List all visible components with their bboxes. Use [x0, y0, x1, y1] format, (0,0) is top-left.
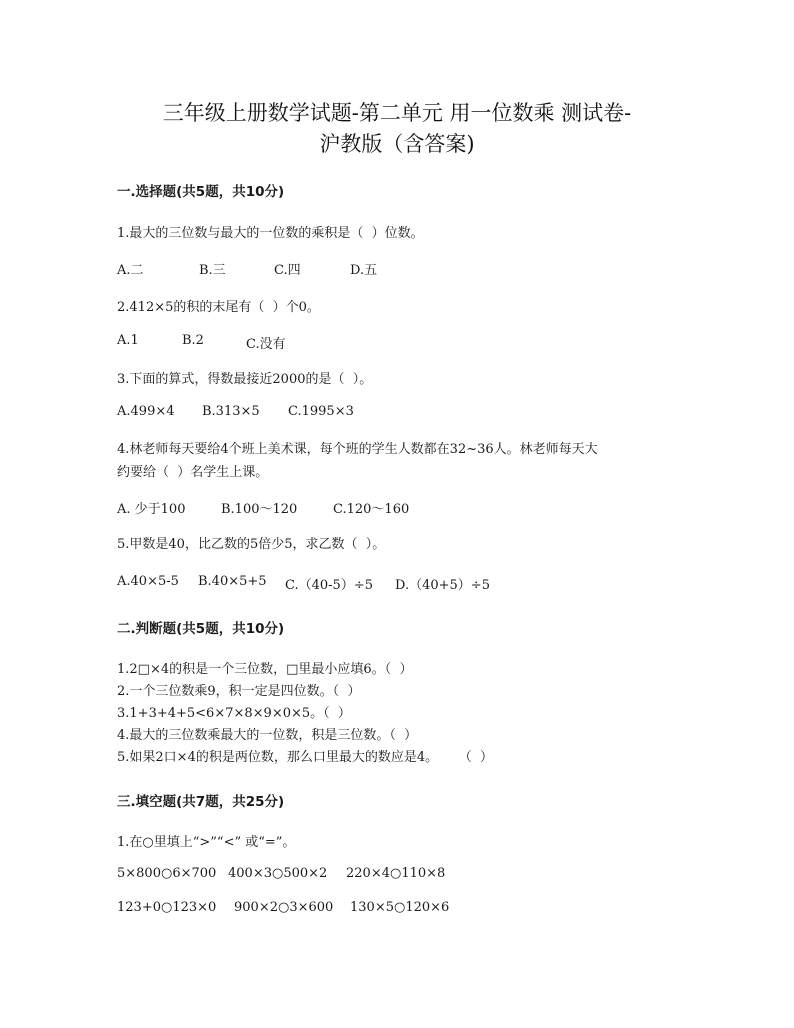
section3-header: 三.填空题(共7题，共25分)	[117, 794, 285, 810]
q1-options	[117, 259, 377, 278]
compare-item: 5×800○6×700	[117, 866, 217, 881]
compare-item: 130×5○120×6	[350, 900, 450, 915]
q2-option-a: A.1	[117, 333, 139, 348]
q2-stem: 2.412×5的积的末尾有（ ）个0。	[117, 300, 320, 315]
judge-item-3: 3.1+3+4+5<6×7×8×9×0×5。（ ）	[117, 706, 351, 721]
judge-item-1: 1.2□×4的积是一个三位数，□里最小应填6。（ ）	[117, 662, 413, 677]
q3-option-c: C.1995×3	[288, 404, 354, 419]
q5-option-c: C.（40-5）÷5	[285, 578, 373, 593]
page-title-line2: 沪教版（含答案)	[319, 132, 475, 156]
q4-option-a: A. 少于100	[117, 502, 186, 517]
q3-option-b: B.313×5	[202, 404, 260, 419]
fill-row-1	[117, 866, 445, 881]
q1-option-a: A.二	[117, 263, 144, 278]
compare-item: 123+0○123×0	[117, 900, 217, 915]
q3-stem: 3.下面的算式，得数最接近2000的是（ ）。	[117, 372, 373, 387]
q5-options	[117, 574, 490, 593]
q5-option-b: B.40×5+5	[198, 574, 267, 589]
q4-stem-line2: 约要给（ ）名学生上课。	[117, 465, 269, 480]
q2-options	[117, 333, 286, 352]
judge-item-5: 5.如果2口×4的积是两位数，那么口里最大的数应是4。 （ ）	[117, 750, 494, 765]
q4-stem-line1: 4.林老师每天要给4个班上美术课，每个班的学生人数都在32~36人。林老师每天大	[117, 442, 598, 457]
q5-option-a: A.40×5-5	[117, 574, 179, 589]
q2-option-c: C.没有	[246, 337, 286, 352]
q5-stem: 5.甲数是40，比乙数的5倍少5，求乙数（ ）。	[117, 537, 386, 552]
section1-header: 一.选择题(共5题，共10分)	[117, 184, 285, 200]
q1-option-b: B.三	[199, 263, 226, 278]
q1-stem: 1.最大的三位数与最大的一位数的乘积是（ ）位数。	[117, 226, 424, 241]
compare-item: 220×4○110×8	[346, 866, 446, 881]
q1-option-d: D.五	[350, 263, 378, 278]
q3-options	[117, 404, 354, 419]
page-title-line1: 三年级上册数学试题-第二单元 用一位数乘 测试卷-	[162, 101, 632, 125]
q5-option-d: D.（40+5）÷5	[395, 578, 490, 593]
compare-item: 900×2○3×600	[234, 900, 334, 915]
q4-options	[117, 498, 409, 517]
fill-row-2	[117, 900, 449, 915]
fill-q1-stem: 1.在○里填上“>”“<” 或“=”。	[117, 835, 296, 850]
compare-item: 400×3○500×2	[228, 866, 328, 881]
q4-option-b: B.100～120	[221, 502, 298, 517]
q4-option-c: C.120～160	[333, 502, 410, 517]
q1-option-c: C.四	[274, 263, 301, 278]
section2-header: 二.判断题(共5题，共10分)	[117, 621, 285, 637]
q2-option-b: B.2	[182, 333, 204, 348]
judge-item-4: 4.最大的三位数乘最大的一位数，积是三位数。（ ）	[117, 728, 418, 743]
q3-option-a: A.499×4	[117, 404, 175, 419]
judge-item-2: 2.一个三位数乘9，积一定是四位数。（ ）	[117, 684, 361, 699]
